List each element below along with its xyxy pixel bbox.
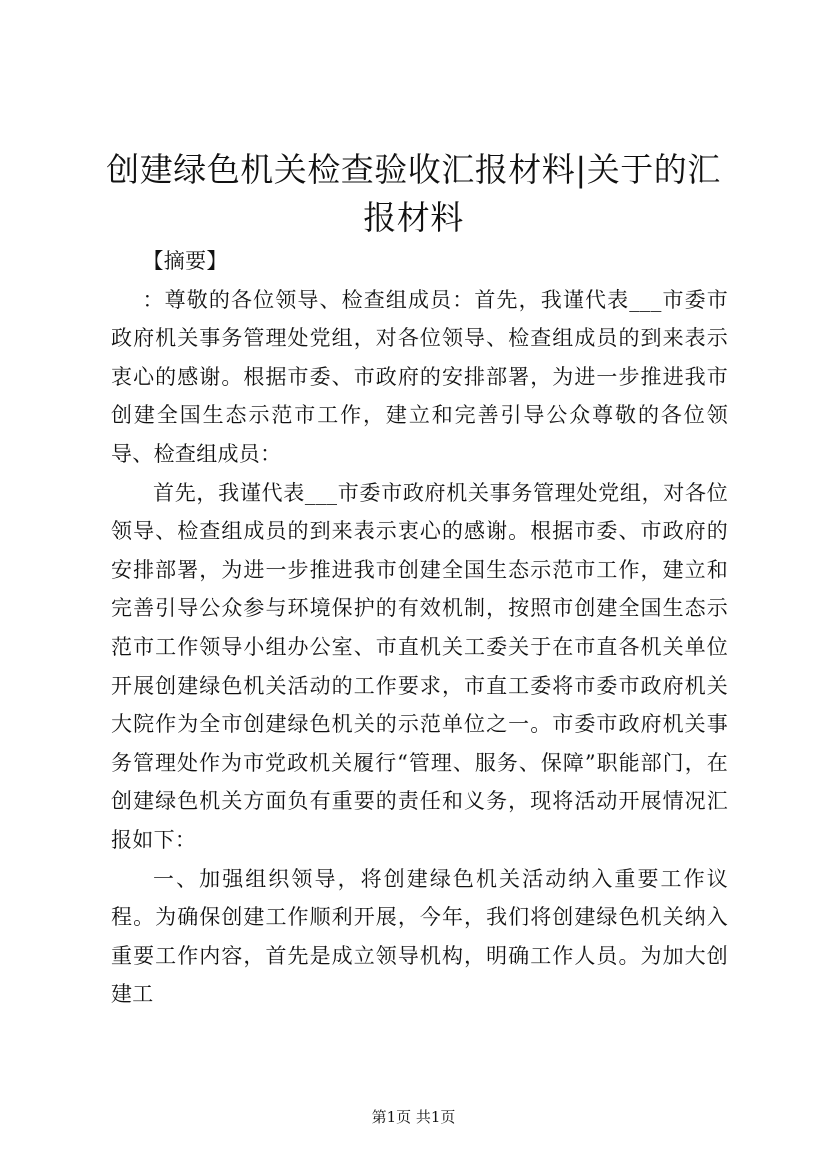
body-paragraph: ：尊敬的各位领导、检查组成员：首先，我谨代表___市委市政府机关事务管理处党组，对各位领导、检查组成员的到来表示衷心的感谢。根据市委、市政府的安排部署，为进一步推进我市创建全国生态示范市工作，建立和完善引导公众尊敬的各位领导、检查组成员： — [111, 287, 728, 466]
page-footer: 第1页 共1页 — [371, 1108, 456, 1126]
document-title: 创建绿色机关检查验收汇报材料|关于的汇报材料 — [106, 150, 721, 237]
abstract-label: 【摘要】 — [142, 249, 228, 273]
body-paragraph: 首先，我谨代表___市委市政府机关事务管理处党组，对各位领导、检查组成员的到来表示衷心的感谢。根据市委、市政府的安排部署，为进一步推进我市创建全国生态示范市工作，建立和完善引导公众参与环境保护的有效机制，按照市创建全国生态示范市工作领导小组办公室、市直机关工委关于在市直各机关单位开展创建绿色机关活动的工作要求，市直工委将市委市政府机关大院作为全市创建绿色机关的示范单位之一。市委市政府机关事务管理处作为市党政机关履行“管理、服务、保障”职能部门，在创建绿色机关方面负有重要的责任和义务，现将活动开展情况汇报如下： — [111, 480, 728, 852]
document-body — [111, 242, 728, 1014]
body-paragraph: 一、加强组织领导，将创建绿色机关活动纳入重要工作议程。为确保创建工作顺利开展，今年，我们将创建绿色机关纳入重要工作内容，首先是成立领导机构，明确工作人员。为加大创建工 — [111, 866, 728, 1007]
